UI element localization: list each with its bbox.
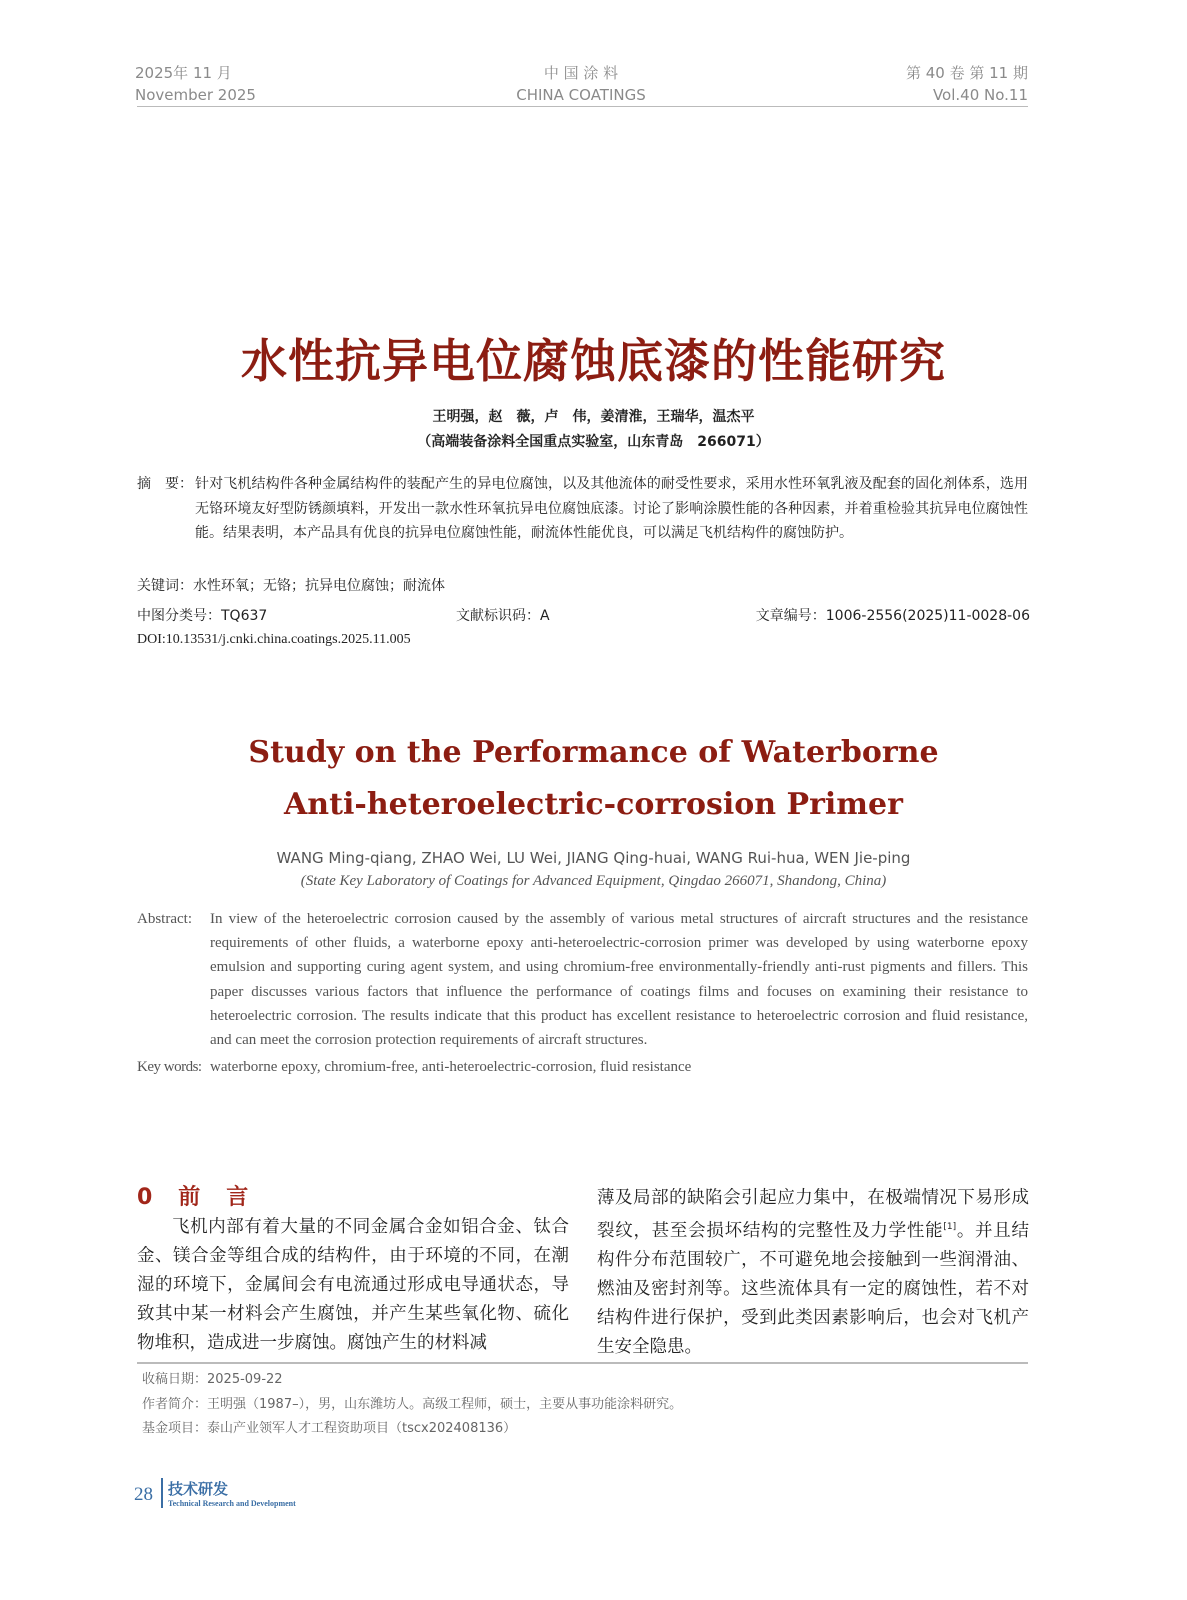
abstract-en-text: In view of the heteroelectric corrosion caused by the assembly of various metal structures of aircraft structures and the resistance requirements of other fluids, a waterborne epoxy anti-heteroelectric-corrosion primer was developed by using waterborne epoxy emulsion and supporting curing agent system, and using chromium-free environmentally-friendly anti-rust pigments and fillers. This paper discusses various factors that influence the performance of coatings films and focuses on examining their resistance to heteroelectric corrosion. The results indicate that this product has excellent resistance to heteroelectric corrosion and fluid resistance, and can meet the corrosion protection requirements of aircraft structures. bbox=[210, 911, 1028, 1049]
issue-date-cn: 2025年 11 月 bbox=[135, 64, 232, 82]
footer-section-en: Technical Research and Development bbox=[168, 1499, 296, 1508]
footnote-fund: 基金项目：泰山产业领军人才工程资助项目（tscx202408136） bbox=[142, 1421, 517, 1436]
journal-name-cn: 中 国 涂 料 bbox=[543, 64, 619, 82]
body-column-right bbox=[597, 1184, 1029, 1362]
keywords-cn: 关键词：水性环氧；无铬；抗异电位腐蚀；耐流体 bbox=[137, 578, 445, 594]
keywords-en-label: Key words: bbox=[137, 1059, 202, 1076]
doi[interactable]: DOI:10.13531/j.cnki.china.coatings.2025.11.005 bbox=[137, 632, 411, 647]
page-number: 28 bbox=[134, 1484, 153, 1505]
abstract-cn-label: 摘 要： bbox=[137, 476, 193, 492]
volume-en: Vol.40 No.11 bbox=[932, 86, 1028, 104]
abstract-en-label: Abstract: bbox=[137, 911, 192, 927]
header-right bbox=[906, 62, 1028, 106]
keywords-en bbox=[137, 1055, 1028, 1079]
journal-name-en: CHINA COATINGS bbox=[516, 86, 646, 104]
footnote-author: 作者简介：王明强（1987–），男，山东潍坊人。高级工程师，硕士，主要从事功能涂料研究。 bbox=[142, 1397, 683, 1412]
title-en bbox=[0, 727, 1187, 831]
citation-ref[interactable]: [1] bbox=[943, 1222, 957, 1232]
body-column-left: 飞机内部有着大量的不同金属合金如铝合金、钛合金、镁合金等组合成的结构件，由于环境的不同，在潮湿的环境下，金属间会有电流通过形成电导通状态，导致其中某一材料会产生腐蚀，并产生某些氧化物、硫化物堆积，造成进一步腐蚀。腐蚀产生的材料减 bbox=[137, 1217, 569, 1353]
section-heading: 0 前 言 bbox=[137, 1185, 251, 1210]
authors-en: WANG Ming-qiang, ZHAO Wei, LU Wei, JIANG Qing-huai, WANG Rui-hua, WEN Jie-ping bbox=[276, 849, 911, 867]
header-divider bbox=[137, 106, 1028, 107]
abstract-en bbox=[137, 907, 1028, 1079]
footnote-divider bbox=[137, 1362, 1028, 1364]
body-right-part-2: 。并且结构件分布范围较广，不可避免地会接触到一些润滑油、燃油及密封剂等。这些流体具有一定的腐蚀性，若不对结构件进行保护，受到此类因素影响后，也会对飞机产生安全隐患。 bbox=[597, 1220, 1030, 1357]
volume-cn: 第 40 卷 第 11 期 bbox=[905, 64, 1028, 82]
issue-date-en: November 2025 bbox=[135, 86, 256, 104]
abstract-cn-text: 针对飞机结构件各种金属结构件的装配产生的异电位腐蚀，以及其他流体的耐受性要求，采用水性环氧乳液及配套的固化剂体系，选用无铬环境友好型防锈颜填料，开发出一款水性环氧抗异电位腐蚀底漆。讨论了影响涂膜性能的各种因素，并着重检验其抗异电位腐蚀性能。结果表明，本产品具有优良的抗异电位腐蚀性能，耐流体性能优良，可以满足飞机结构件的腐蚀防护。 bbox=[195, 476, 1028, 541]
document-code: 文献标识码：A bbox=[456, 608, 550, 624]
footer-bar bbox=[161, 1478, 163, 1508]
clc-number: 中图分类号：TQ637 bbox=[137, 608, 268, 624]
footnote-received: 收稿日期：2025-09-22 bbox=[142, 1372, 283, 1387]
affiliation-en: (State Key Laboratory of Coatings for Advanced Equipment, Qingdao 266071, Shandong, China) bbox=[300, 873, 887, 889]
title-cn: 水性抗异电位腐蚀底漆的性能研究 bbox=[241, 334, 946, 388]
footer-section-cn: 技术研发 bbox=[168, 1480, 229, 1498]
title-en-line-2: Anti-heteroelectric-corrosion Primer bbox=[284, 787, 903, 822]
affiliation-cn: （高端装备涂料全国重点实验室，山东青岛 266071） bbox=[417, 434, 770, 450]
article-number: 文章编号：1006-2556(2025)11-0028-06 bbox=[755, 608, 1030, 624]
keywords-en-text: waterborne epoxy, chromium-free, anti-heteroelectric-corrosion, fluid resistance bbox=[210, 1059, 692, 1076]
authors-cn: 王明强，赵 薇，卢 伟，姜清淮，王瑞华，温杰平 bbox=[432, 409, 755, 425]
abstract-cn bbox=[137, 472, 1028, 546]
title-en-line-1: Study on the Performance of Waterborne bbox=[248, 735, 939, 770]
body-right-part-1: 薄及局部的缺陷会引起应力集中，在极端情况下易形成裂纹，甚至会损坏结构的完整性及力学性能 bbox=[597, 1188, 1029, 1241]
